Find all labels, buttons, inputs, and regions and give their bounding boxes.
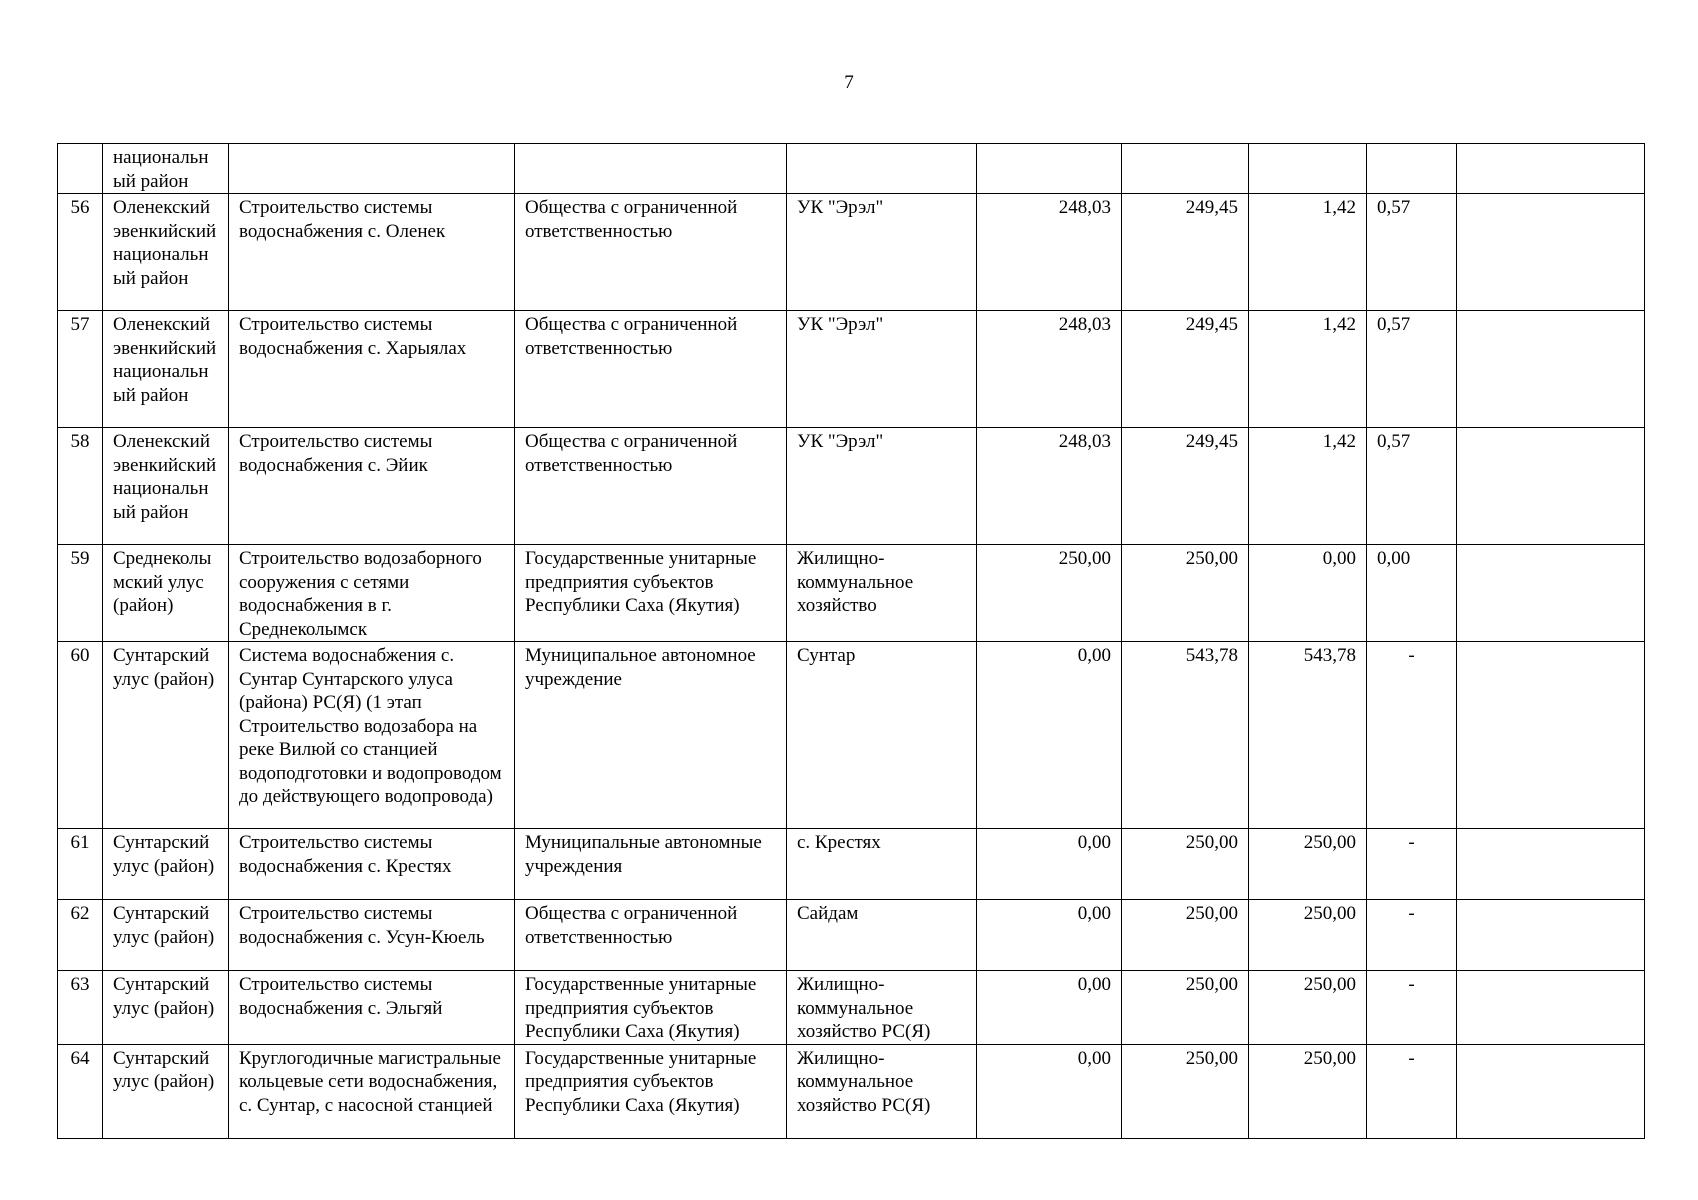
district-cell: Оленекский эвенкийский национальный район bbox=[103, 428, 229, 545]
org-name-cell: с. Крестях bbox=[787, 829, 977, 900]
org-name-cell: Сунтар bbox=[787, 642, 977, 829]
district-cell: Сунтарский улус (район) bbox=[103, 642, 229, 829]
value-4-cell: - bbox=[1367, 642, 1457, 829]
value-3-cell: 250,00 bbox=[1249, 971, 1367, 1045]
note-cell bbox=[1457, 1044, 1645, 1138]
org-form-cell: Общества с ограниченной ответственностью bbox=[515, 900, 787, 971]
object-cell: Круглогодичные магистральные кольцевые сети водоснабжения, с. Сунтар, с насосной станцией bbox=[229, 1044, 515, 1138]
table-row bbox=[58, 1044, 1645, 1138]
value-1-cell: 0,00 bbox=[977, 1044, 1122, 1138]
org-name-cell: Сайдам bbox=[787, 900, 977, 971]
object-cell: Строительство системы водоснабжения с. Оленек bbox=[229, 194, 515, 311]
value-1-cell: 248,03 bbox=[977, 428, 1122, 545]
value-3-cell: 250,00 bbox=[1249, 900, 1367, 971]
note-cell bbox=[1457, 428, 1645, 545]
note-cell bbox=[1457, 545, 1645, 642]
row-number-cell: 61 bbox=[58, 829, 103, 900]
org-form-cell: Государственные унитарные предприятия субъектов Республики Саха (Якутия) bbox=[515, 545, 787, 642]
value-1-cell: 0,00 bbox=[977, 829, 1122, 900]
note-cell bbox=[1457, 829, 1645, 900]
org-form-cell: Общества с ограниченной ответственностью bbox=[515, 428, 787, 545]
value-1-cell: 248,03 bbox=[977, 311, 1122, 428]
value-4-cell: - bbox=[1367, 829, 1457, 900]
value-3-cell: 1,42 bbox=[1249, 194, 1367, 311]
value-2-cell: 249,45 bbox=[1122, 194, 1249, 311]
note-cell bbox=[1457, 971, 1645, 1045]
table-row bbox=[58, 428, 1645, 545]
district-cell: Сунтарский улус (район) bbox=[103, 900, 229, 971]
value-2-cell: 543,78 bbox=[1122, 642, 1249, 829]
district-cell: Среднеколымский улус (район) bbox=[103, 545, 229, 642]
row-number-cell: 60 bbox=[58, 642, 103, 829]
org-name-cell: УК "Эрэл" bbox=[787, 428, 977, 545]
value-4-cell: - bbox=[1367, 971, 1457, 1045]
value-1-cell: 0,00 bbox=[977, 642, 1122, 829]
row-number-cell: 62 bbox=[58, 900, 103, 971]
org-name-cell: УК "Эрэл" bbox=[787, 194, 977, 311]
value-2-cell bbox=[1122, 144, 1249, 194]
org-form-cell: Муниципальные автономные учреждения bbox=[515, 829, 787, 900]
value-4-cell bbox=[1367, 144, 1457, 194]
value-4-cell: 0,57 bbox=[1367, 194, 1457, 311]
value-3-cell bbox=[1249, 144, 1367, 194]
value-1-cell: 248,03 bbox=[977, 194, 1122, 311]
object-cell: Система водоснабжения с. Сунтар Сунтарского улуса (района) РС(Я) (1 этап Строительство водозабора на реке Вилюй со станцией водоподготовки и водопроводом до действующего водопровода) bbox=[229, 642, 515, 829]
note-cell bbox=[1457, 900, 1645, 971]
district-cell: национальный район bbox=[103, 144, 229, 194]
org-form-cell: Государственные унитарные предприятия субъектов Республики Саха (Якутия) bbox=[515, 1044, 787, 1138]
district-cell: Сунтарский улус (район) bbox=[103, 1044, 229, 1138]
table-row bbox=[58, 900, 1645, 971]
row-number-cell: 57 bbox=[58, 311, 103, 428]
table-row bbox=[58, 311, 1645, 428]
value-2-cell: 250,00 bbox=[1122, 545, 1249, 642]
value-3-cell: 1,42 bbox=[1249, 428, 1367, 545]
org-name-cell bbox=[787, 144, 977, 194]
row-number-cell: 59 bbox=[58, 545, 103, 642]
value-1-cell: 0,00 bbox=[977, 971, 1122, 1045]
org-form-cell: Государственные унитарные предприятия субъектов Республики Саха (Якутия) bbox=[515, 971, 787, 1045]
value-4-cell: 0,57 bbox=[1367, 311, 1457, 428]
object-cell: Строительство системы водоснабжения с. Харыялах bbox=[229, 311, 515, 428]
org-name-cell: Жилищно-коммунальное хозяйство РС(Я) bbox=[787, 971, 977, 1045]
row-number-cell: 56 bbox=[58, 194, 103, 311]
table-row bbox=[58, 194, 1645, 311]
note-cell bbox=[1457, 311, 1645, 428]
table-row bbox=[58, 545, 1645, 642]
value-2-cell: 250,00 bbox=[1122, 900, 1249, 971]
value-4-cell: 0,00 bbox=[1367, 545, 1457, 642]
table-row bbox=[58, 829, 1645, 900]
value-2-cell: 250,00 bbox=[1122, 829, 1249, 900]
org-form-cell: Муниципальное автономное учреждение bbox=[515, 642, 787, 829]
district-cell: Сунтарский улус (район) bbox=[103, 829, 229, 900]
row-number-cell: 63 bbox=[58, 971, 103, 1045]
object-cell: Строительство водозаборного сооружения с сетями водоснабжения в г. Среднеколымск bbox=[229, 545, 515, 642]
org-name-cell: Жилищно-коммунальное хозяйство bbox=[787, 545, 977, 642]
note-cell bbox=[1457, 194, 1645, 311]
note-cell bbox=[1457, 144, 1645, 194]
row-number-cell: 64 bbox=[58, 1044, 103, 1138]
object-cell: Строительство системы водоснабжения с. Эльгяй bbox=[229, 971, 515, 1045]
value-3-cell: 250,00 bbox=[1249, 1044, 1367, 1138]
data-table bbox=[57, 143, 1645, 1139]
district-cell: Оленекский эвенкийский национальный район bbox=[103, 194, 229, 311]
value-1-cell: 0,00 bbox=[977, 900, 1122, 971]
value-3-cell: 250,00 bbox=[1249, 829, 1367, 900]
value-1-cell: 250,00 bbox=[977, 545, 1122, 642]
note-cell bbox=[1457, 642, 1645, 829]
org-name-cell: Жилищно-коммунальное хозяйство РС(Я) bbox=[787, 1044, 977, 1138]
org-form-cell bbox=[515, 144, 787, 194]
value-2-cell: 249,45 bbox=[1122, 428, 1249, 545]
district-cell: Оленекский эвенкийский национальный район bbox=[103, 311, 229, 428]
value-4-cell: - bbox=[1367, 900, 1457, 971]
object-cell: Строительство системы водоснабжения с. Крестях bbox=[229, 829, 515, 900]
object-cell: Строительство системы водоснабжения с. Усун-Кюель bbox=[229, 900, 515, 971]
row-number-cell: 58 bbox=[58, 428, 103, 545]
value-4-cell: - bbox=[1367, 1044, 1457, 1138]
value-4-cell: 0,57 bbox=[1367, 428, 1457, 545]
value-2-cell: 250,00 bbox=[1122, 1044, 1249, 1138]
value-2-cell: 250,00 bbox=[1122, 971, 1249, 1045]
object-cell: Строительство системы водоснабжения с. Эйик bbox=[229, 428, 515, 545]
district-cell: Сунтарский улус (район) bbox=[103, 971, 229, 1045]
value-3-cell: 1,42 bbox=[1249, 311, 1367, 428]
org-name-cell: УК "Эрэл" bbox=[787, 311, 977, 428]
object-cell bbox=[229, 144, 515, 194]
value-3-cell: 543,78 bbox=[1249, 642, 1367, 829]
value-1-cell bbox=[977, 144, 1122, 194]
value-3-cell: 0,00 bbox=[1249, 545, 1367, 642]
org-form-cell: Общества с ограниченной ответственностью bbox=[515, 194, 787, 311]
table-row bbox=[58, 642, 1645, 829]
value-2-cell: 249,45 bbox=[1122, 311, 1249, 428]
table-row bbox=[58, 971, 1645, 1045]
row-number-cell bbox=[58, 144, 103, 194]
org-form-cell: Общества с ограниченной ответственностью bbox=[515, 311, 787, 428]
table-row bbox=[58, 144, 1645, 194]
page-number: 7 bbox=[844, 72, 854, 93]
